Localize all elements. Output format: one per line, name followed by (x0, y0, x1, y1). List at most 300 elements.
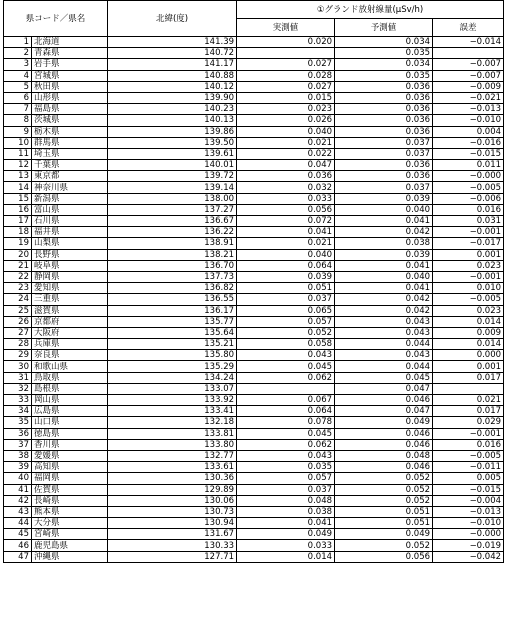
error-value: 0.009 (433, 327, 504, 338)
row-number: 38 (4, 450, 32, 461)
row-number: 11 (4, 148, 32, 159)
prefecture-name: 三重県 (32, 294, 108, 305)
predicted-value: 0.047 (335, 383, 433, 394)
measured-value: 0.043 (237, 350, 335, 361)
latitude-value: 140.72 (108, 48, 237, 59)
latitude-value: 141.39 (108, 37, 237, 48)
predicted-value: 0.041 (335, 260, 433, 271)
row-number: 8 (4, 115, 32, 126)
latitude-value: 135.64 (108, 327, 237, 338)
measured-value: 0.035 (237, 462, 335, 473)
row-number: 4 (4, 70, 32, 81)
error-value: 0.014 (433, 316, 504, 327)
predicted-value: 0.039 (335, 249, 433, 260)
row-number: 12 (4, 160, 32, 171)
measured-value: 0.048 (237, 495, 335, 506)
measured-value (237, 48, 335, 59)
prefecture-name: 愛知県 (32, 283, 108, 294)
error-value: 0.017 (433, 406, 504, 417)
measured-value: 0.049 (237, 529, 335, 540)
latitude-value: 133.80 (108, 439, 237, 450)
error-header: 誤差 (433, 19, 504, 37)
prefecture-name: 千葉県 (32, 160, 108, 171)
predicted-value: 0.049 (335, 417, 433, 428)
latitude-value: 132.77 (108, 450, 237, 461)
predicted-value: 0.037 (335, 148, 433, 159)
prefecture-name: 新潟県 (32, 193, 108, 204)
row-number: 37 (4, 439, 32, 450)
predicted-value: 0.047 (335, 406, 433, 417)
prefecture-name: 奈良県 (32, 350, 108, 361)
row-number: 18 (4, 227, 32, 238)
predicted-value: 0.043 (335, 350, 433, 361)
latitude-value: 140.01 (108, 160, 237, 171)
predicted-value: 0.040 (335, 204, 433, 215)
table-row (4, 137, 504, 148)
error-value: −0.009 (433, 81, 504, 92)
row-number: 44 (4, 518, 32, 529)
latitude-header: 北緯(度) (108, 1, 237, 37)
measured-value: 0.036 (237, 171, 335, 182)
predicted-value: 0.036 (335, 115, 433, 126)
table-row (4, 37, 504, 48)
row-number: 31 (4, 372, 32, 383)
table-row (4, 104, 504, 115)
row-number: 45 (4, 529, 32, 540)
row-number: 23 (4, 283, 32, 294)
latitude-value: 136.55 (108, 294, 237, 305)
measured-value: 0.067 (237, 395, 335, 406)
prefecture-name: 京都府 (32, 316, 108, 327)
prefecture-name: 滋賀県 (32, 305, 108, 316)
error-value: 0.023 (433, 260, 504, 271)
table-row (4, 216, 504, 227)
predicted-value: 0.044 (335, 339, 433, 350)
measured-value: 0.062 (237, 439, 335, 450)
measured-value: 0.037 (237, 294, 335, 305)
latitude-value: 127.71 (108, 551, 237, 562)
measured-value: 0.039 (237, 271, 335, 282)
table-row (4, 160, 504, 171)
error-value: 0.021 (433, 395, 504, 406)
table-row (4, 462, 504, 473)
measured-value: 0.040 (237, 126, 335, 137)
prefecture-name: 北海道 (32, 37, 108, 48)
table-row (4, 450, 504, 461)
latitude-value: 141.17 (108, 59, 237, 70)
table-row (4, 406, 504, 417)
prefecture-name: 大阪府 (32, 327, 108, 338)
measured-value: 0.057 (237, 473, 335, 484)
table-row (4, 238, 504, 249)
error-value: −0.001 (433, 271, 504, 282)
table-row (4, 70, 504, 81)
error-value: −0.015 (433, 484, 504, 495)
latitude-value: 139.72 (108, 171, 237, 182)
predicted-value: 0.036 (335, 104, 433, 115)
dose-group-header: ①グランド放射線量(μSv/h) (237, 1, 504, 19)
table-row (4, 227, 504, 238)
table-row (4, 383, 504, 394)
measured-value (237, 383, 335, 394)
predicted-value: 0.042 (335, 305, 433, 316)
table-row (4, 361, 504, 372)
predicted-value: 0.036 (335, 126, 433, 137)
error-value: −0.013 (433, 506, 504, 517)
error-value: −0.017 (433, 238, 504, 249)
row-number: 26 (4, 316, 32, 327)
row-number: 7 (4, 104, 32, 115)
table-row (4, 540, 504, 551)
measured-value: 0.041 (237, 227, 335, 238)
table-row (4, 171, 504, 182)
prefecture-name: 福岡県 (32, 473, 108, 484)
row-number: 42 (4, 495, 32, 506)
predicted-value: 0.040 (335, 271, 433, 282)
error-value: −0.011 (433, 462, 504, 473)
table-row (4, 428, 504, 439)
predicted-value: 0.056 (335, 551, 433, 562)
error-value: 0.001 (433, 249, 504, 260)
table-row (4, 350, 504, 361)
latitude-value: 136.70 (108, 260, 237, 271)
table-row (4, 484, 504, 495)
measured-value: 0.056 (237, 204, 335, 215)
table-row (4, 327, 504, 338)
prefecture-name: 東京都 (32, 171, 108, 182)
prefecture-name: 福島県 (32, 104, 108, 115)
latitude-value: 139.14 (108, 182, 237, 193)
row-number: 3 (4, 59, 32, 70)
measured-value: 0.043 (237, 450, 335, 461)
error-value: −0.001 (433, 428, 504, 439)
error-value: −0.010 (433, 115, 504, 126)
error-value: −0.013 (433, 104, 504, 115)
predicted-value: 0.046 (335, 395, 433, 406)
measured-value: 0.064 (237, 406, 335, 417)
error-value: −0.006 (433, 193, 504, 204)
predicted-value: 0.051 (335, 518, 433, 529)
row-number: 36 (4, 428, 32, 439)
predicted-value: 0.042 (335, 294, 433, 305)
table-row (4, 316, 504, 327)
table-row (4, 92, 504, 103)
table-row (4, 283, 504, 294)
table-row (4, 204, 504, 215)
table-row (4, 260, 504, 271)
latitude-value: 136.17 (108, 305, 237, 316)
measured-value: 0.047 (237, 160, 335, 171)
error-value: 0.016 (433, 204, 504, 215)
latitude-value: 135.77 (108, 316, 237, 327)
latitude-value: 139.86 (108, 126, 237, 137)
table-row (4, 148, 504, 159)
error-value: −0.005 (433, 450, 504, 461)
row-number: 41 (4, 484, 32, 495)
predicted-value: 0.052 (335, 473, 433, 484)
pref-header: 県コード／県名 (4, 1, 108, 37)
table-row (4, 48, 504, 59)
predicted-value: 0.034 (335, 37, 433, 48)
prefecture-name: 栃木県 (32, 126, 108, 137)
latitude-value: 133.92 (108, 395, 237, 406)
error-value: −0.000 (433, 171, 504, 182)
prefecture-name: 鹿児島県 (32, 540, 108, 551)
latitude-value: 134.24 (108, 372, 237, 383)
latitude-value: 135.80 (108, 350, 237, 361)
latitude-value: 133.41 (108, 406, 237, 417)
table-row (4, 395, 504, 406)
row-number: 17 (4, 216, 32, 227)
measured-value: 0.027 (237, 59, 335, 70)
prefecture-name: 高知県 (32, 462, 108, 473)
row-number: 30 (4, 361, 32, 372)
table-row (4, 518, 504, 529)
error-value: −0.015 (433, 148, 504, 159)
prefecture-name: 福井県 (32, 227, 108, 238)
measured-value: 0.037 (237, 484, 335, 495)
table-row (4, 294, 504, 305)
prefecture-name: 石川県 (32, 216, 108, 227)
predicted-value: 0.041 (335, 216, 433, 227)
row-number: 6 (4, 92, 32, 103)
measured-value: 0.045 (237, 428, 335, 439)
prefecture-name: 山形県 (32, 92, 108, 103)
prefecture-name: 広島県 (32, 406, 108, 417)
latitude-value: 133.81 (108, 428, 237, 439)
row-number: 14 (4, 182, 32, 193)
measured-value: 0.057 (237, 316, 335, 327)
prefecture-name: 富山県 (32, 204, 108, 215)
error-value: −0.005 (433, 294, 504, 305)
predicted-value: 0.043 (335, 327, 433, 338)
table-row (4, 417, 504, 428)
error-value: 0.017 (433, 372, 504, 383)
measured-value: 0.062 (237, 372, 335, 383)
error-value: −0.014 (433, 37, 504, 48)
latitude-value: 136.22 (108, 227, 237, 238)
prefecture-name: 島根県 (32, 383, 108, 394)
table-row (4, 305, 504, 316)
latitude-value: 132.18 (108, 417, 237, 428)
table-row (4, 372, 504, 383)
latitude-value: 135.29 (108, 361, 237, 372)
measured-header: 実測値 (237, 19, 335, 37)
error-value: −0.007 (433, 59, 504, 70)
measured-value: 0.027 (237, 81, 335, 92)
predicted-value: 0.035 (335, 70, 433, 81)
measured-value: 0.028 (237, 70, 335, 81)
row-number: 21 (4, 260, 32, 271)
row-number: 19 (4, 238, 32, 249)
error-value: −0.004 (433, 495, 504, 506)
row-number: 29 (4, 350, 32, 361)
latitude-value: 130.36 (108, 473, 237, 484)
error-value: 0.001 (433, 361, 504, 372)
prefecture-name: 静岡県 (32, 271, 108, 282)
prefecture-name: 香川県 (32, 439, 108, 450)
latitude-value: 140.13 (108, 115, 237, 126)
latitude-value: 129.89 (108, 484, 237, 495)
table-row (4, 81, 504, 92)
prefecture-name: 長野県 (32, 249, 108, 260)
prefecture-name: 宮崎県 (32, 529, 108, 540)
predicted-value: 0.038 (335, 238, 433, 249)
predicted-value: 0.036 (335, 81, 433, 92)
row-number: 47 (4, 551, 32, 562)
measured-value: 0.052 (237, 327, 335, 338)
predicted-value: 0.048 (335, 450, 433, 461)
latitude-value: 139.90 (108, 92, 237, 103)
measured-value: 0.058 (237, 339, 335, 350)
error-value: 0.016 (433, 439, 504, 450)
prefecture-name: 埼玉県 (32, 148, 108, 159)
measured-value: 0.020 (237, 37, 335, 48)
row-number: 13 (4, 171, 32, 182)
prefecture-name: 沖縄県 (32, 551, 108, 562)
prefecture-name: 山口県 (32, 417, 108, 428)
prefecture-name: 茨城県 (32, 115, 108, 126)
predicted-value: 0.039 (335, 193, 433, 204)
row-number: 28 (4, 339, 32, 350)
latitude-value: 137.27 (108, 204, 237, 215)
measured-value: 0.045 (237, 361, 335, 372)
row-number: 46 (4, 540, 32, 551)
error-value: 0.023 (433, 305, 504, 316)
error-value: −0.019 (433, 540, 504, 551)
row-number: 33 (4, 395, 32, 406)
error-value: −0.001 (433, 227, 504, 238)
error-value: 0.000 (433, 350, 504, 361)
prefecture-name: 佐賀県 (32, 484, 108, 495)
row-number: 20 (4, 249, 32, 260)
error-value: −0.042 (433, 551, 504, 562)
latitude-value: 139.50 (108, 137, 237, 148)
table-row (4, 439, 504, 450)
prefecture-name: 山梨県 (32, 238, 108, 249)
table-row (4, 249, 504, 260)
radiation-table (3, 0, 504, 563)
predicted-value: 0.052 (335, 495, 433, 506)
prefecture-name: 岡山県 (32, 395, 108, 406)
predicted-value: 0.046 (335, 439, 433, 450)
prefecture-name: 群馬県 (32, 137, 108, 148)
row-number: 10 (4, 137, 32, 148)
measured-value: 0.078 (237, 417, 335, 428)
row-number: 43 (4, 506, 32, 517)
error-value: 0.011 (433, 160, 504, 171)
latitude-value: 140.23 (108, 104, 237, 115)
row-number: 2 (4, 48, 32, 59)
table-row (4, 126, 504, 137)
table-row (4, 193, 504, 204)
table-row (4, 182, 504, 193)
error-value: −0.021 (433, 92, 504, 103)
predicted-value: 0.035 (335, 48, 433, 59)
error-value: 0.029 (433, 417, 504, 428)
measured-value: 0.064 (237, 260, 335, 271)
measured-value: 0.065 (237, 305, 335, 316)
row-number: 24 (4, 294, 32, 305)
measured-value: 0.041 (237, 518, 335, 529)
measured-value: 0.051 (237, 283, 335, 294)
row-number: 35 (4, 417, 32, 428)
latitude-value: 130.06 (108, 495, 237, 506)
prefecture-name: 和歌山県 (32, 361, 108, 372)
error-value: −0.016 (433, 137, 504, 148)
predicted-value: 0.041 (335, 283, 433, 294)
predicted-value: 0.044 (335, 361, 433, 372)
measured-value: 0.015 (237, 92, 335, 103)
prefecture-name: 兵庫県 (32, 339, 108, 350)
error-value: 0.010 (433, 283, 504, 294)
error-value (433, 48, 504, 59)
latitude-value: 130.33 (108, 540, 237, 551)
latitude-value: 138.21 (108, 249, 237, 260)
latitude-value: 140.88 (108, 70, 237, 81)
error-value: −0.000 (433, 529, 504, 540)
prefecture-name: 徳島県 (32, 428, 108, 439)
latitude-value: 138.91 (108, 238, 237, 249)
measured-value: 0.072 (237, 216, 335, 227)
latitude-value: 135.21 (108, 339, 237, 350)
latitude-value: 133.61 (108, 462, 237, 473)
predicted-value: 0.037 (335, 182, 433, 193)
row-number: 40 (4, 473, 32, 484)
measured-value: 0.040 (237, 249, 335, 260)
table-row (4, 271, 504, 282)
row-number: 34 (4, 406, 32, 417)
prefecture-name: 神奈川県 (32, 182, 108, 193)
measured-value: 0.033 (237, 193, 335, 204)
error-value: −0.005 (433, 182, 504, 193)
table-row (4, 59, 504, 70)
measured-value: 0.033 (237, 540, 335, 551)
predicted-value: 0.052 (335, 540, 433, 551)
row-number: 32 (4, 383, 32, 394)
row-number: 15 (4, 193, 32, 204)
table-row (4, 495, 504, 506)
predicted-value: 0.042 (335, 227, 433, 238)
row-number: 39 (4, 462, 32, 473)
latitude-value: 133.07 (108, 383, 237, 394)
prefecture-name: 青森県 (32, 48, 108, 59)
predicted-value: 0.051 (335, 506, 433, 517)
table-row (4, 115, 504, 126)
predicted-value: 0.052 (335, 484, 433, 495)
measured-value: 0.021 (237, 137, 335, 148)
predicted-value: 0.046 (335, 462, 433, 473)
prefecture-name: 岩手県 (32, 59, 108, 70)
latitude-value: 140.12 (108, 81, 237, 92)
latitude-value: 130.73 (108, 506, 237, 517)
row-number: 9 (4, 126, 32, 137)
table-row (4, 506, 504, 517)
predicted-value: 0.043 (335, 316, 433, 327)
prefecture-name: 長崎県 (32, 495, 108, 506)
row-number: 22 (4, 271, 32, 282)
latitude-value: 136.82 (108, 283, 237, 294)
row-number: 25 (4, 305, 32, 316)
row-number: 16 (4, 204, 32, 215)
predicted-value: 0.036 (335, 171, 433, 182)
measured-value: 0.021 (237, 238, 335, 249)
predicted-value: 0.037 (335, 137, 433, 148)
latitude-value: 131.67 (108, 529, 237, 540)
latitude-value: 137.73 (108, 271, 237, 282)
prefecture-name: 熊本県 (32, 506, 108, 517)
predicted-value: 0.045 (335, 372, 433, 383)
